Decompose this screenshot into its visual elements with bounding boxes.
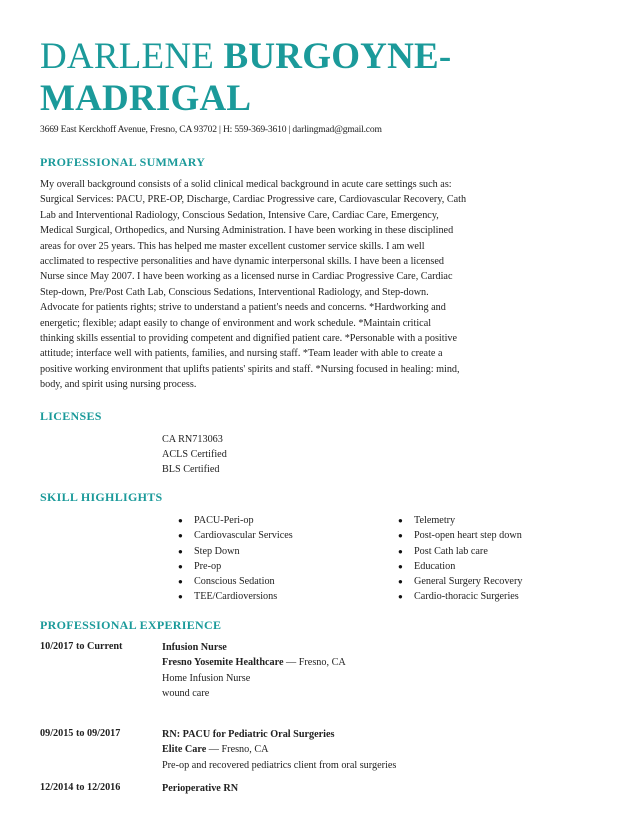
summary-line: positive working environment that uplifts patients' spirits and staff. *Nursing focused in healing: mind, xyxy=(40,363,460,375)
skill-item: ● TEE/Cardioversions xyxy=(172,589,293,604)
summary-line: body, and spirit using nursing process. xyxy=(40,379,197,391)
skill-item: ● PACU-Peri-op xyxy=(172,513,293,528)
job-detail: Home Infusion Nurse xyxy=(162,672,251,684)
job-employer xyxy=(162,742,602,757)
last-name-line1: BURGOYNE- xyxy=(223,36,452,77)
first-name: DARLENE xyxy=(40,36,215,77)
summary-line: thinking skills essential to providing competent and dignified patient care. *Personable with a positive xyxy=(40,333,458,345)
last-name-line2: MADRIGAL xyxy=(40,78,252,119)
summary-line: Surgical Services: PACU, PRE-OP, Discharge, Cardiac Progressive care, Cardiovascular Recovery, Cath xyxy=(40,194,467,206)
employer-name: Fresno Yosemite Healthcare xyxy=(162,657,284,669)
skill-item: ● Step Down xyxy=(172,544,293,559)
summary-line: Step-down, Pre/Post Cath Lab, Conscious Sedations, Interventional Radiology, and Step-down. xyxy=(40,286,429,298)
job-dates: 10/2017 to Current xyxy=(40,641,123,652)
skills-heading: SKILL HIGHLIGHTS xyxy=(40,490,163,504)
summary-line: My overall background consists of a solid clinical medical background in acute care settings such as: xyxy=(40,179,452,190)
skills-list-left xyxy=(172,513,293,605)
job-title: Perioperative RN xyxy=(162,783,239,794)
job-dates: 12/2014 to 12/2016 xyxy=(40,782,121,793)
license-item: ACLS Certified xyxy=(162,449,227,461)
skill-item: ● General Surgery Recovery xyxy=(392,574,522,589)
employer-location: — Fresno, CA xyxy=(206,744,269,756)
experience-heading: PROFESSIONAL EXPERIENCE xyxy=(40,618,222,632)
skill-item: ● Education xyxy=(392,559,522,574)
candidate-name xyxy=(40,36,600,120)
summary-line: acclimated to respective personalities and have dynamic interpersonal skills. I have been a licensed xyxy=(40,256,444,268)
job-employer xyxy=(162,655,602,670)
summary-line: Lab and Interventional Radiology, Conscious Sedation, Intensive Care, Cardiac Care, Emergency, xyxy=(40,209,439,221)
job-dates: 09/2015 to 09/2017 xyxy=(40,728,121,739)
license-item: BLS Certified xyxy=(162,464,220,476)
contact-info: 3669 East Kerckhoff Avenue, Fresno, CA 93702 | H: 559-369-3610 | darlingmad@gmail.com xyxy=(40,124,382,135)
job-detail: wound care xyxy=(162,687,210,699)
job-entry xyxy=(162,727,602,773)
summary-line: Nurse since May 2007. I have been working as a licensed nurse in Cardiac Progressive Care, Cardiac xyxy=(40,271,453,283)
job-entry xyxy=(162,640,602,701)
skill-item: ● Cardio-thoracic Surgeries xyxy=(392,589,522,604)
skill-item: ● Conscious Sedation xyxy=(172,574,293,589)
skill-item: ● Post Cath lab care xyxy=(392,544,522,559)
summary-line: energetic; flexible; adapt easily to change of environment and work schedule. *Maintain critical xyxy=(40,317,432,329)
skill-item: ● Pre-op xyxy=(172,559,293,574)
job-title: Infusion Nurse xyxy=(162,642,227,653)
skill-item: ● Post-open heart step down xyxy=(392,528,522,543)
license-item: CA RN713063 xyxy=(162,434,223,445)
employer-location: — Fresno, CA xyxy=(283,657,346,669)
summary-text xyxy=(40,177,520,393)
summary-line: attitude; interface well with patients, families, and nursing staff. *Team leader with able to create a xyxy=(40,348,443,360)
skill-item: ● Cardiovascular Services xyxy=(172,528,293,543)
summary-line: Medical Surgical, Orthopedics, and Nursing Administration. I have been working in these disciplined xyxy=(40,225,454,237)
employer-name: Elite Care xyxy=(162,744,207,756)
job-detail: Pre-op and recovered pediatrics client from oral surgeries xyxy=(162,759,397,771)
job-title: RN: PACU for Pediatric Oral Surgeries xyxy=(162,729,335,740)
summary-line: areas for over 25 years. This has helped me master excellent customer service skills. I am well xyxy=(40,240,425,252)
skill-item: ● Telemetry xyxy=(392,513,522,528)
summary-heading: PROFESSIONAL SUMMARY xyxy=(40,155,206,169)
job-entry xyxy=(162,781,602,796)
skills-list-right xyxy=(392,513,522,605)
licenses-heading: LICENSES xyxy=(40,409,102,423)
licenses-list xyxy=(162,432,227,478)
summary-line: Advocate for patients rights; strive to understand a patient's needs and concerns. *Hardworking and xyxy=(40,302,446,314)
